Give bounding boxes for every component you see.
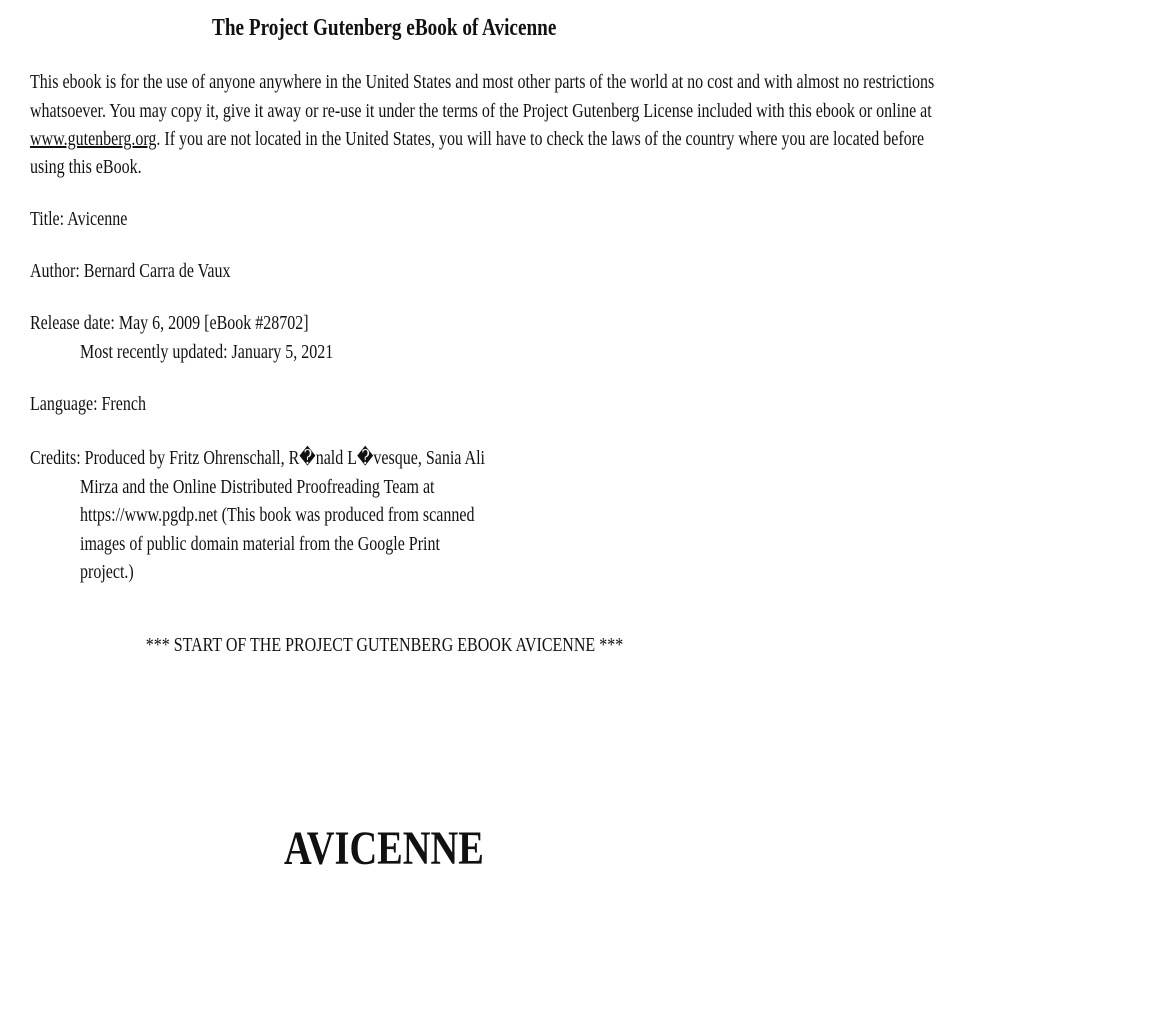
updated-text: Most recently updated: January 5, 2021 <box>80 341 334 363</box>
credits-line-3 <box>80 503 573 527</box>
credits-line-1 <box>30 446 599 470</box>
author-field-text: Author: Bernard Carra de Vaux <box>30 260 231 282</box>
intro-line-4 <box>30 155 169 179</box>
credits-text-4: images of public domain material from the Google Print <box>80 533 440 555</box>
author-field <box>30 259 281 283</box>
book-title-text: AVICENNE <box>284 822 484 875</box>
credits-text-1: Credits: Produced by Fritz Ohrenschall, R�nald L�vesque, Sania Ali <box>30 447 485 469</box>
intro-text-3: . If you are not located in the United States, you will have to check the laws of the country where you are located before <box>156 128 925 150</box>
intro-line-1 <box>30 70 1160 94</box>
release-date-field <box>30 311 378 335</box>
start-marker <box>0 633 768 657</box>
intro-line-3 <box>30 127 1148 151</box>
intro-text-2: whatsoever. You may copy it, give it away or re-use it under the terms of the Project Gutenberg License included with this ebook or online at <box>30 100 932 122</box>
gutenberg-link[interactable]: www.gutenberg.org <box>30 128 157 150</box>
credits-text-2: Mirza and the Online Distributed Proofreading Team at <box>80 476 435 498</box>
title-field-text: Title: Avicenne <box>30 208 128 230</box>
intro-text-1: This ebook is for the use of anyone anywhere in the United States and most other parts of the world at no cost and with almost no restrictions <box>30 71 935 93</box>
language-field <box>30 392 175 416</box>
page-title <box>0 13 768 43</box>
release-date-text: Release date: May 6, 2009 [eBook #28702] <box>30 312 309 334</box>
book-title <box>0 822 768 876</box>
page-title-text: The Project Gutenberg eBook of Avicenne <box>211 15 557 41</box>
credits-line-4 <box>80 532 530 556</box>
intro-line-2 <box>30 99 1157 123</box>
credits-text-3: https://www.pgdp.net (This book was produced from scanned <box>80 504 475 526</box>
title-field <box>30 207 152 231</box>
updated-field <box>80 340 397 364</box>
intro-text-4: using this eBook. <box>30 156 142 178</box>
credits-line-2 <box>80 475 523 499</box>
language-text: Language: French <box>30 393 146 415</box>
credits-text-5: project.) <box>80 561 134 583</box>
start-marker-text: *** START OF THE PROJECT GUTENBERG EBOOK AVICENNE *** <box>145 634 623 656</box>
credits-line-5 <box>80 560 147 584</box>
